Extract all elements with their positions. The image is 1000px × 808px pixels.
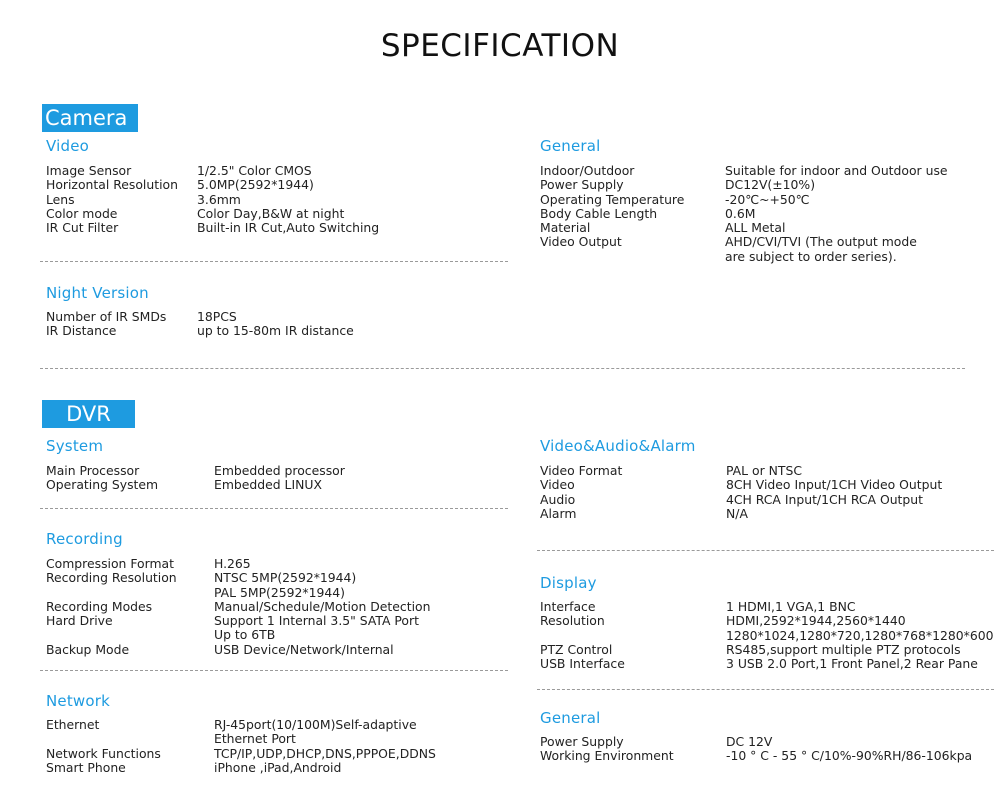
spec-label: Video Output [540, 234, 622, 250]
network-heading: Network [46, 692, 111, 710]
spec-value: are subject to order series). [725, 248, 897, 264]
spec-row [46, 571, 516, 585]
spec-row [540, 629, 998, 643]
system-spec-list [46, 464, 516, 493]
spec-value: PAL or NTSC [726, 463, 802, 478]
spec-value: up to 15-80m IR distance [197, 323, 354, 339]
spec-label: Alarm [540, 505, 577, 521]
spec-value: ALL Metal [725, 220, 786, 236]
display-heading: Display [540, 574, 597, 592]
video-audio-alarm-spec-list [540, 464, 990, 521]
camera-section-tag: Camera [42, 104, 138, 132]
spec-label: Number of IR SMDs [46, 309, 167, 324]
spec-label: Recording Resolution [46, 570, 177, 586]
spec-row [540, 478, 990, 492]
spec-value: RS485,support multiple PTZ protocols [726, 641, 961, 657]
spec-label: Interface [540, 599, 596, 614]
spec-label: Network Functions [46, 745, 161, 761]
night-version-spec-list [46, 310, 516, 339]
spec-label: Indoor/Outdoor [540, 163, 635, 178]
spec-value: Embedded processor [214, 463, 345, 478]
spec-row [540, 221, 990, 235]
spec-row [540, 250, 990, 264]
spec-row [46, 193, 516, 207]
spec-row [46, 718, 516, 732]
spec-row [46, 164, 516, 178]
spec-row [46, 478, 516, 492]
spec-label: Compression Format [46, 556, 175, 571]
spec-value: 3 USB 2.0 Port,1 Front Panel,2 Rear Pane [726, 656, 978, 672]
spec-row [540, 493, 990, 507]
spec-row [540, 614, 998, 628]
divider [40, 670, 508, 671]
spec-value: RJ-45port(10/100M)Self-adaptive [214, 717, 417, 732]
spec-value: DC 12V [726, 734, 773, 749]
spec-row [46, 614, 516, 628]
spec-label: IR Distance [46, 323, 117, 339]
spec-label: Power Supply [540, 177, 624, 193]
spec-row [46, 761, 516, 775]
camera-general-heading: General [540, 137, 601, 155]
spec-value: Built-in IR Cut,Auto Switching [197, 220, 380, 236]
spec-row [46, 464, 516, 478]
dvr-section-tag: DVR [42, 400, 135, 428]
dvr-general-heading: General [540, 709, 601, 727]
spec-value: 1 HDMI,1 VGA,1 BNC [726, 599, 856, 614]
spec-value: 1280*1024,1280*720,1280*768*1280*600 [726, 627, 994, 643]
section-divider [40, 368, 965, 369]
spec-label: Working Environment [540, 748, 674, 764]
spec-row [540, 643, 998, 657]
spec-label: Video [540, 477, 575, 493]
spec-label: Horizontal Resolution [46, 177, 178, 193]
system-heading: System [46, 437, 104, 455]
spec-label: IR Cut Filter [46, 220, 119, 236]
spec-label: Recording Modes [46, 598, 153, 614]
spec-label: Smart Phone [46, 759, 126, 775]
page-title: SPECIFICATION [380, 28, 620, 64]
spec-row [540, 464, 990, 478]
spec-label: Backup Mode [46, 641, 130, 657]
spec-value: TCP/IP,UDP,DHCP,DNS,PPPOE,DDNS [214, 745, 436, 761]
spec-row [46, 207, 516, 221]
spec-label: Video Format [540, 463, 623, 478]
spec-value: H.265 [214, 556, 251, 571]
spec-row [540, 507, 990, 521]
spec-label: Material [540, 220, 591, 236]
display-spec-list [540, 600, 998, 671]
spec-label: Main Processor [46, 463, 140, 478]
spec-label: Body Cable Length [540, 205, 658, 221]
divider [40, 261, 508, 262]
divider [40, 508, 508, 509]
spec-row [540, 657, 998, 671]
network-spec-list [46, 718, 516, 775]
spec-value: iPhone ,iPad,Android [214, 759, 342, 775]
spec-value: Support 1 Internal 3.5" SATA Port [214, 613, 419, 629]
spec-label: Operating System [46, 477, 159, 493]
spec-row [46, 324, 516, 338]
spec-value: 8CH Video Input/1CH Video Output [726, 477, 943, 493]
spec-label: Operating Temperature [540, 191, 685, 207]
spec-value: DC12V(±10%) [725, 177, 816, 193]
spec-value: 4CH RCA Input/1CH RCA Output [726, 491, 923, 507]
spec-row [46, 221, 516, 235]
spec-row [46, 178, 516, 192]
spec-label: Hard Drive [46, 613, 113, 629]
spec-row [46, 310, 516, 324]
spec-value: N/A [726, 505, 748, 521]
spec-row [540, 193, 990, 207]
spec-row [46, 557, 516, 571]
video-heading: Video [46, 137, 90, 155]
spec-row [46, 600, 516, 614]
spec-row [540, 749, 990, 763]
video-audio-alarm-heading: Video&Audio&Alarm [540, 437, 696, 455]
spec-label: Resolution [540, 613, 605, 629]
spec-value: Up to 6TB [214, 627, 276, 643]
spec-value: HDMI,2592*1944,2560*1440 [726, 613, 906, 629]
spec-label: Lens [46, 191, 75, 207]
spec-label: Audio [540, 491, 576, 507]
spec-value: AHD/CVI/TVI (The output mode [725, 234, 917, 250]
camera-general-spec-list [540, 164, 990, 264]
spec-label: Image Sensor [46, 163, 132, 178]
spec-row [540, 178, 990, 192]
spec-value: 18PCS [197, 309, 237, 324]
spec-value: PAL 5MP(2592*1944) [214, 584, 345, 600]
divider [537, 550, 994, 551]
spec-row [540, 164, 990, 178]
spec-label: Color mode [46, 205, 118, 221]
spec-value: Ethernet Port [214, 731, 296, 747]
spec-value: Suitable for indoor and Outdoor use [725, 163, 948, 178]
divider [537, 689, 994, 690]
spec-value: USB Device/Network/Internal [214, 641, 394, 657]
spec-row [540, 207, 990, 221]
spec-row [46, 628, 516, 642]
spec-row [540, 735, 990, 749]
spec-value: 0.6M [725, 205, 756, 221]
dvr-general-spec-list [540, 735, 990, 764]
video-spec-list [46, 164, 516, 235]
spec-value: 1/2.5" Color CMOS [197, 163, 312, 178]
spec-row [46, 643, 516, 657]
recording-heading: Recording [46, 530, 123, 548]
spec-value: Embedded LINUX [214, 477, 322, 493]
spec-row [540, 235, 990, 249]
spec-label: Power Supply [540, 734, 624, 749]
spec-value: 5.0MP(2592*1944) [197, 177, 314, 193]
spec-value: NTSC 5MP(2592*1944) [214, 570, 357, 586]
spec-value: -10 ° C - 55 ° C/10%-90%RH/86-106kpa [726, 748, 973, 764]
spec-value: 3.6mm [197, 191, 241, 207]
spec-value: Color Day,B&W at night [197, 205, 345, 221]
spec-label: USB Interface [540, 656, 625, 672]
spec-row [540, 600, 998, 614]
night-version-heading: Night Version [46, 284, 149, 302]
spec-label: PTZ Control [540, 641, 613, 657]
recording-spec-list [46, 557, 516, 657]
spec-row [46, 747, 516, 761]
spec-row [46, 732, 516, 746]
spec-label: Ethernet [46, 717, 100, 732]
spec-row [46, 586, 516, 600]
spec-value: -20℃~+50℃ [725, 191, 810, 207]
spec-value: Manual/Schedule/Motion Detection [214, 598, 431, 614]
